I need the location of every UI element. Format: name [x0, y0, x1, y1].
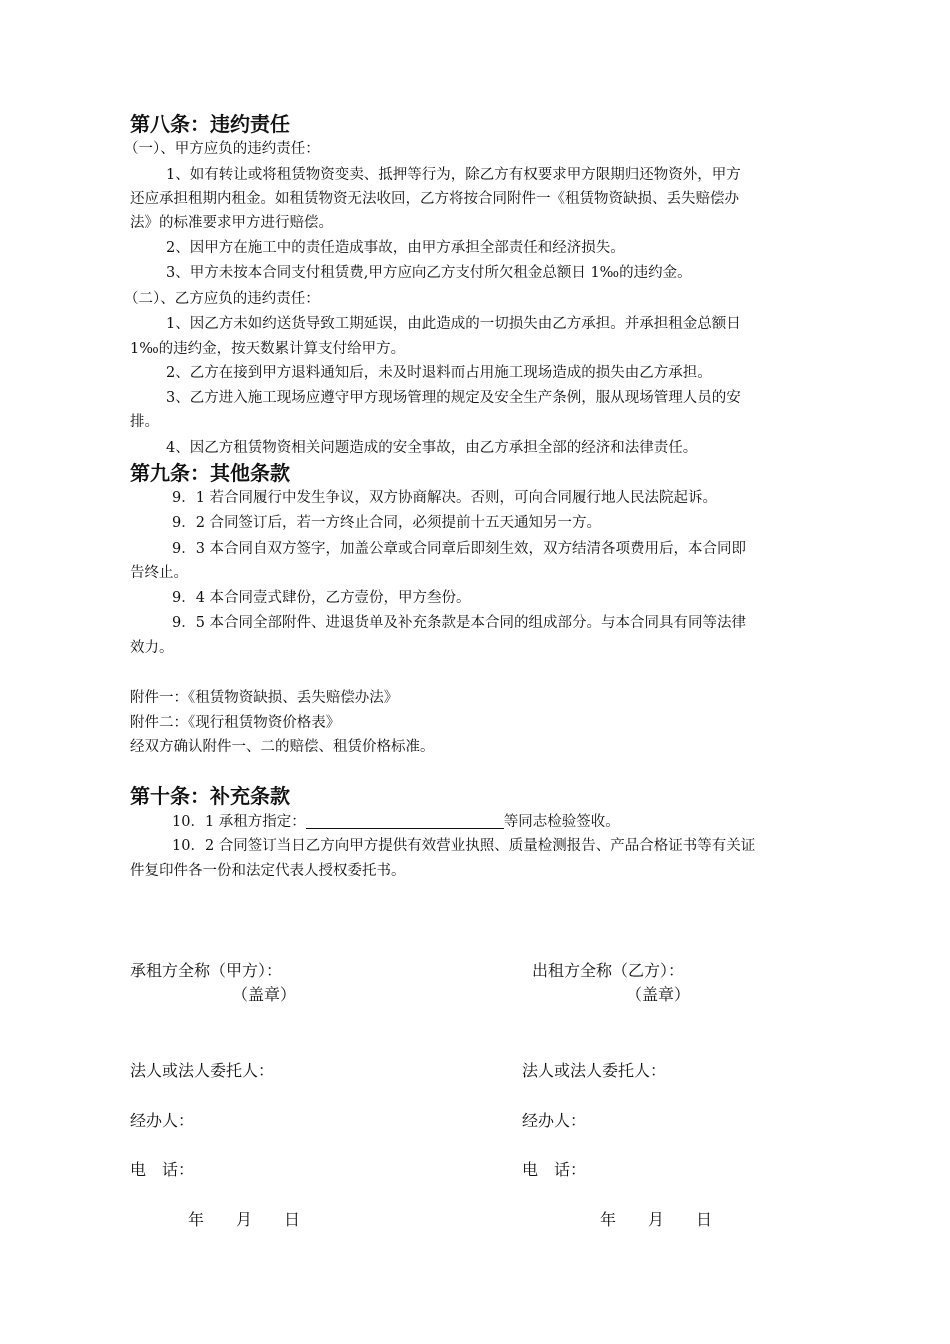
lessee-legal-rep-label: 法人或法人委托人： [130, 1061, 275, 1080]
lessor-seal-label: （盖章） [626, 985, 691, 1004]
article-9-clause-3-line-1: 9．3 本合同自双方签字，加盖公章或合同章后即刻生效，双方结清各项费用后，本合同即 [172, 541, 747, 557]
party-a-clause-1-line-1: 1、如有转让或将租赁物资变卖、抵押等行为，除乙方有权要求甲方限期归还物资外，甲方 [166, 167, 741, 183]
lessor-date-label: 年 月 日 [600, 1210, 713, 1229]
attachment-confirmation: 经双方确认附件一、二的赔偿、租赁价格标准。 [130, 739, 435, 755]
article-9-clause-3-line-2: 告终止。 [130, 565, 188, 581]
party-b-liability-heading: （二）、乙方应负的违约责任： [124, 291, 320, 307]
party-b-clause-3-line-2: 排。 [130, 414, 159, 430]
article-10-clause-1-suffix: 等同志检验签收。 [503, 814, 620, 830]
lessor-name-label: 出租方全称（乙方）： [532, 961, 685, 980]
party-a-clause-2: 2、因甲方在施工中的责任造成事故，由甲方承担全部责任和经济损失。 [166, 240, 625, 256]
party-b-clause-3-line-1: 3、乙方进入施工现场应遵守甲方现场管理的规定及安全生产条例，服从现场管理人员的安 [166, 390, 741, 406]
lessor-phone-label: 电 话： [522, 1160, 587, 1179]
article-10-clause-1 [172, 812, 620, 832]
designee-blank-line [306, 813, 504, 829]
lessee-seal-label: （盖章） [232, 985, 297, 1004]
party-a-clause-3: 3、甲方未按本合同支付租赁费,甲方应向乙方支付所欠租金总额日 1‰的违约金。 [166, 265, 692, 281]
party-b-clause-4: 4、因乙方租赁物资相关问题造成的安全事故，由乙方承担全部的经济和法律责任。 [166, 440, 698, 456]
party-b-clause-1-line-2: 1‰的违约金，按天数累计算支付给甲方。 [130, 341, 406, 357]
party-a-liability-heading: （一）、甲方应负的违约责任： [124, 141, 320, 157]
attachment-2: 附件二：《现行租赁物资价格表》 [130, 715, 341, 731]
article-9-clause-5-line-2: 效力。 [130, 640, 174, 656]
article-10-title: 第十条：补充条款 [130, 784, 290, 808]
lessee-name-label: 承租方全称（甲方）： [130, 961, 283, 980]
party-a-clause-1-line-2: 还应承担租期内租金。如租赁物资无法收回，乙方将按合同附件一《租赁物资缺损、丢失赔偿办 [130, 191, 739, 207]
article-10-clause-2-line-1: 10．2 合同签订当日乙方向甲方提供有效营业执照、质量检测报告、产品合格证书等有关证 [172, 838, 756, 854]
article-9-clause-1: 9．1 若合同履行中发生争议，双方协商解决。否则，可向合同履行地人民法院起诉。 [172, 490, 718, 506]
lessee-handler-label: 经办人： [130, 1111, 195, 1130]
attachment-1: 附件一：《租赁物资缺损、丢失赔偿办法》 [130, 690, 399, 706]
party-a-clause-1-line-3: 法》的标准要求甲方进行赔偿。 [130, 215, 333, 231]
lessee-date-label: 年 月 日 [188, 1210, 301, 1229]
article-9-clause-2: 9．2 合同签订后，若一方终止合同，必须提前十五天通知另一方。 [172, 515, 602, 531]
article-10-clause-1-prefix: 10．1 承租方指定： [172, 814, 306, 830]
lessor-handler-label: 经办人： [522, 1111, 587, 1130]
lessor-legal-rep-label: 法人或法人委托人： [522, 1061, 667, 1080]
article-8-title: 第八条：违约责任 [130, 112, 290, 136]
party-b-clause-1-line-1: 1、因乙方未如约送货导致工期延误，由此造成的一切损失由乙方承担。并承担租金总额日 [166, 316, 741, 332]
article-9-clause-5-line-1: 9．5 本合同全部附件、进退货单及补充条款是本合同的组成部分。与本合同具有同等法律 [172, 615, 747, 631]
article-10-clause-2-line-2: 件复印件各一份和法定代表人授权委托书。 [130, 863, 406, 879]
lessee-phone-label: 电 话： [130, 1160, 195, 1179]
article-9-clause-4: 9．4 本合同壹式肆份，乙方壹份，甲方叁份。 [172, 590, 471, 606]
article-9-title: 第九条：其他条款 [130, 461, 290, 485]
party-b-clause-2: 2、乙方在接到甲方退料通知后，未及时退料而占用施工现场造成的损失由乙方承担。 [166, 365, 712, 381]
